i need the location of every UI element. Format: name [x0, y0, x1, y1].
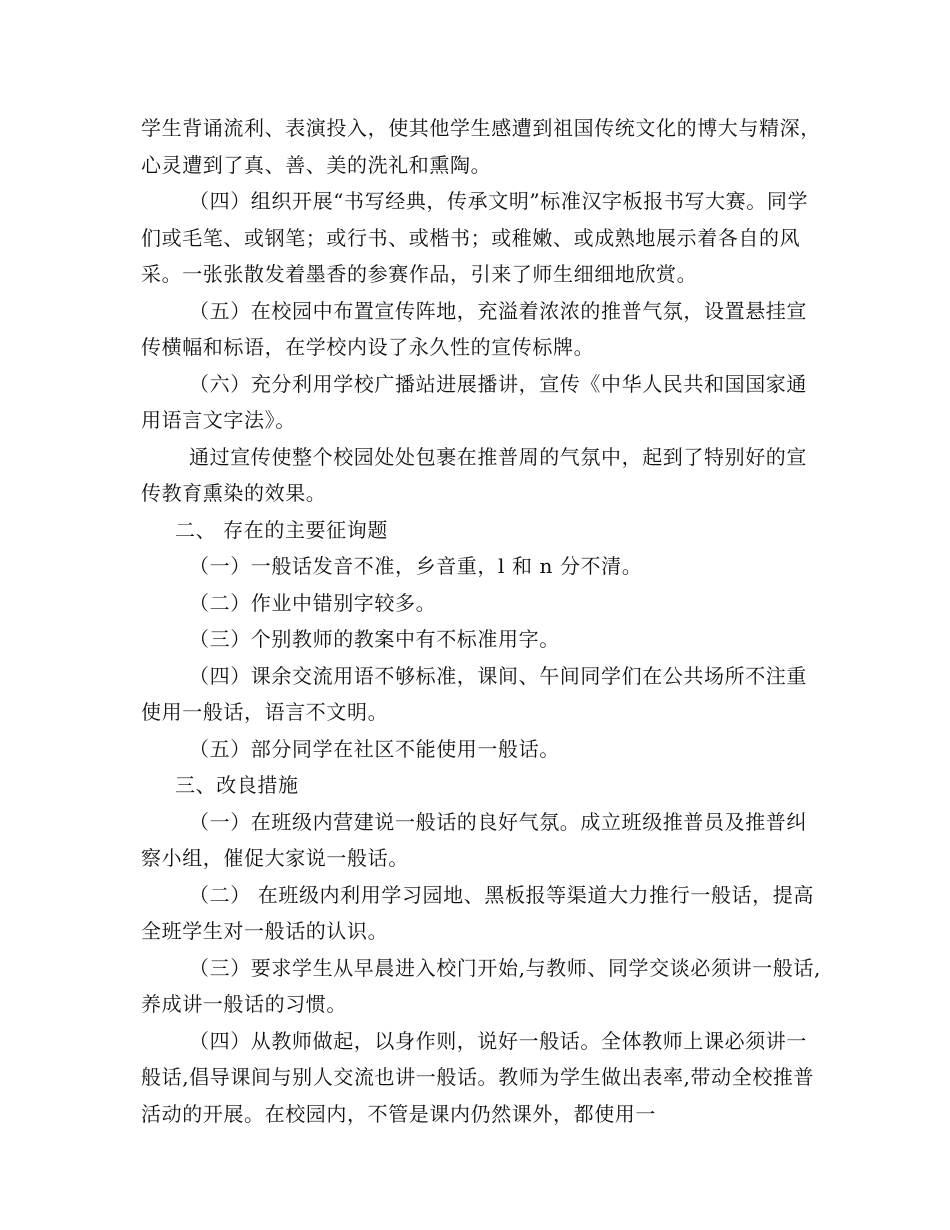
section-heading-measures: 三、改良措施	[175, 773, 299, 797]
document-body	[141, 110, 821, 1132]
paragraph-continuation: 学生背诵流利、表演投入，使其他学生感遭到祖国传统文化的博大与精深，心灵遭到了真、善、美的洗礼和熏陶。	[141, 116, 821, 177]
paragraph-item-6-broadcast: （六）充分利用学校广播站进展播讲，宣传《中华人民共和国国家通用语言文字法》。	[141, 371, 807, 432]
paragraph-summary: 通过宣传使整个校园处处包裹在推普周的气氛中，起到了特别好的宣传教育熏染的效果。	[141, 444, 807, 505]
paragraph-item-5-campus-publicity: （五）在校园中布置宣传阵地，充溢着浓浓的推普气氛，设置悬挂宣传横幅和标语，在学校内设了永久性的宣传标牌。	[141, 298, 807, 359]
problem-item-2: （二）作业中错别字较多。	[189, 590, 437, 615]
section-heading-problems: 二、 存在的主要征询题	[175, 517, 388, 542]
measure-item-1: （一）在班级内营建说一般话的良好气氛。成立班级推普员及推普纠察小组，催促大家说一般话。	[141, 809, 807, 870]
problem-item-3: （三）个别教师的教案中有不标准用字。	[189, 627, 560, 651]
problem-item-4: （四）课余交流用语不够标准，课间、午间同学们在公共场所不注重使用一般话，语言不文明。	[141, 663, 807, 724]
problem-item-5: （五）部分同学在社区不能使用一般话。	[189, 736, 560, 761]
measure-item-4: （四）从教师做起，以身作则，说好一般话。全体教师上课必须讲一般话,倡导课间与别人交流也讲一般话。教师为学生做出表率,带动全校推普活动的开展。在校园内，不管是课内仍然课外，都使用一	[141, 1028, 815, 1126]
measure-item-3: （三）要求学生从早晨进入校门开始,与教师、同学交谈必须讲一般话,养成讲一般话的习惯。	[141, 955, 821, 1016]
problem-item-1: （一）一般话发音不准，乡音重，l 和 n 分不清。	[189, 554, 643, 578]
measure-item-2: （二） 在班级内利用学习园地、黑板报等渠道大力推行一般话，提高全班学生对一般话的认识。	[141, 882, 814, 943]
paragraph-item-4-calligraphy-contest: （四）组织开展“书写经典，传承文明”标准汉字板报书写大赛。同学们或毛笔、或钢笔；或行书、或楷书；或稚嫩、或成熟地展示着各自的风采。一张张散发着墨香的参赛作品，引来了师生细细地欣赏。	[141, 189, 809, 286]
